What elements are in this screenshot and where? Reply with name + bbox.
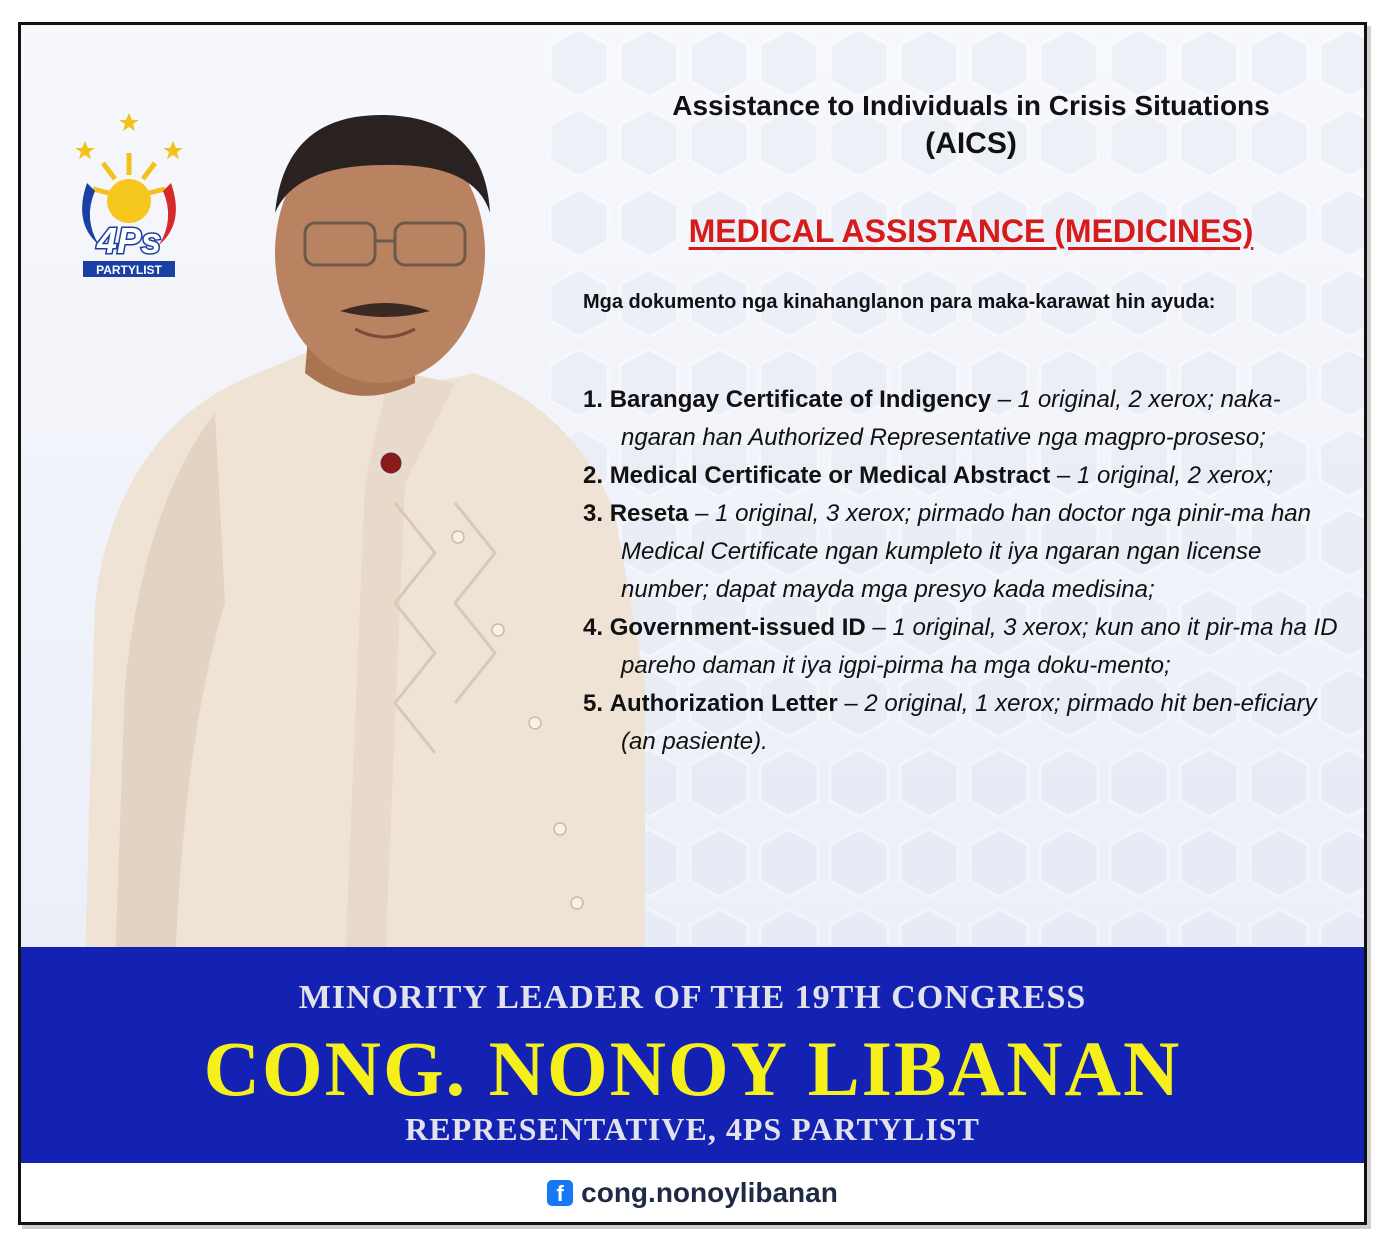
banner-position: MINORITY LEADER OF THE 19TH CONGRESS [298,979,1087,1016]
list-item [583,381,1353,457]
logo-caption: PARTYLIST [96,263,162,277]
item-detail: – 2 original, 1 xerox; pirmado hit ben-eficiary (an pasiente). [621,690,1317,755]
item-number: 5. [583,690,604,717]
item-detail: – 1 original, 3 xerox; pirmado han doctor nga pinir-ma han Medical Certificate ngan kumpleto it iya ngaran ngan license number; dapat mayda mga presyo kada medisina; [621,500,1311,603]
facebook-icon[interactable]: f [547,1180,573,1206]
item-name: Medical Certificate or Medical Abstract [609,462,1051,489]
item-name: Barangay Certificate of Indigency [609,386,992,413]
page-subtitle: MEDICAL ASSISTANCE (MEDICINES) [688,213,1254,249]
title-line-1: Assistance to Individuals in Crisis Situations [672,90,1270,121]
item-number: 3. [583,500,604,527]
item-detail: – 1 original, 2 xerox; [1050,462,1274,489]
item-number: 1. [583,386,604,413]
item-name: Authorization Letter [609,690,838,717]
name-banner [21,947,1364,1163]
list-item [583,457,1353,495]
item-detail: – 1 original, 2 xerox; naka- ngaran han Authorized Representative nga magpro-proseso; [621,386,1281,451]
item-number: 2. [583,462,604,489]
footer [21,1163,1364,1223]
list-item [583,609,1353,685]
intro-text: Mga dokumento nga kinahanglanon para maka-karawat hin ayuda: [583,291,1216,313]
requirements-list [583,381,1353,761]
list-item [583,685,1353,761]
facebook-handle-link[interactable]: cong.nonoylibanan [581,1177,838,1208]
title-line-2: (AICS) [925,127,1017,160]
page-title [581,87,1361,163]
item-detail: – 1 original, 3 xerox; kun ano it pir-ma ha ID pareho daman it iya igpi-pirma ha mga doku-mento; [621,614,1338,679]
item-number: 4. [583,614,604,641]
item-name: Government-issued ID [609,614,866,641]
banner-role: REPRESENTATIVE, 4PS PARTYLIST [405,1111,980,1147]
4ps-partylist-logo [69,113,189,281]
poster [18,22,1367,1225]
item-name: Reseta [609,500,689,527]
logo-4ps-text: 4Ps [96,220,162,261]
banner-name: CONG. NONOY LIBANAN [203,1025,1182,1112]
list-item [583,495,1353,609]
